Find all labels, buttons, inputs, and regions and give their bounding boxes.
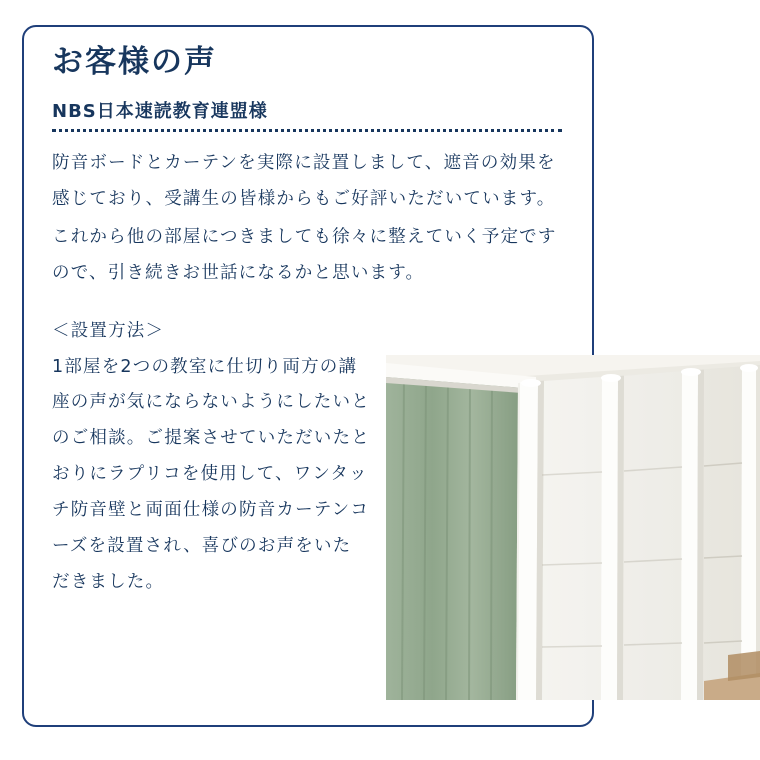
- testimonial-paragraph-2: これから他の部屋につきましても徐々に整えていく予定ですので、引き続きお世話になるかと思います。: [52, 226, 557, 283]
- method-heading: ＜設置方法＞: [52, 320, 165, 341]
- installation-photo: [386, 355, 760, 700]
- dotted-divider: [52, 129, 562, 132]
- method-body-text: 1部屋を2つの教室に仕切り両方の講座の声が気にならないようにしたいとのご相談。ご提案させていただいたとおりにラプリコを使用して、ワンタッチ防音壁と両面仕様の防音カーテンコーズを設置され、喜びのお声をいただきました。: [52, 356, 370, 592]
- client-name: NBS日本速読教育連盟様: [52, 101, 268, 123]
- testimonial-paragraph-1: 防音ボードとカーテンを実際に設置しまして、遮音の効果を感じており、受講生の皆様からもご好評いただいています。: [52, 153, 556, 210]
- page-title: お客様の声: [52, 44, 217, 80]
- photo-illustration: [386, 355, 760, 700]
